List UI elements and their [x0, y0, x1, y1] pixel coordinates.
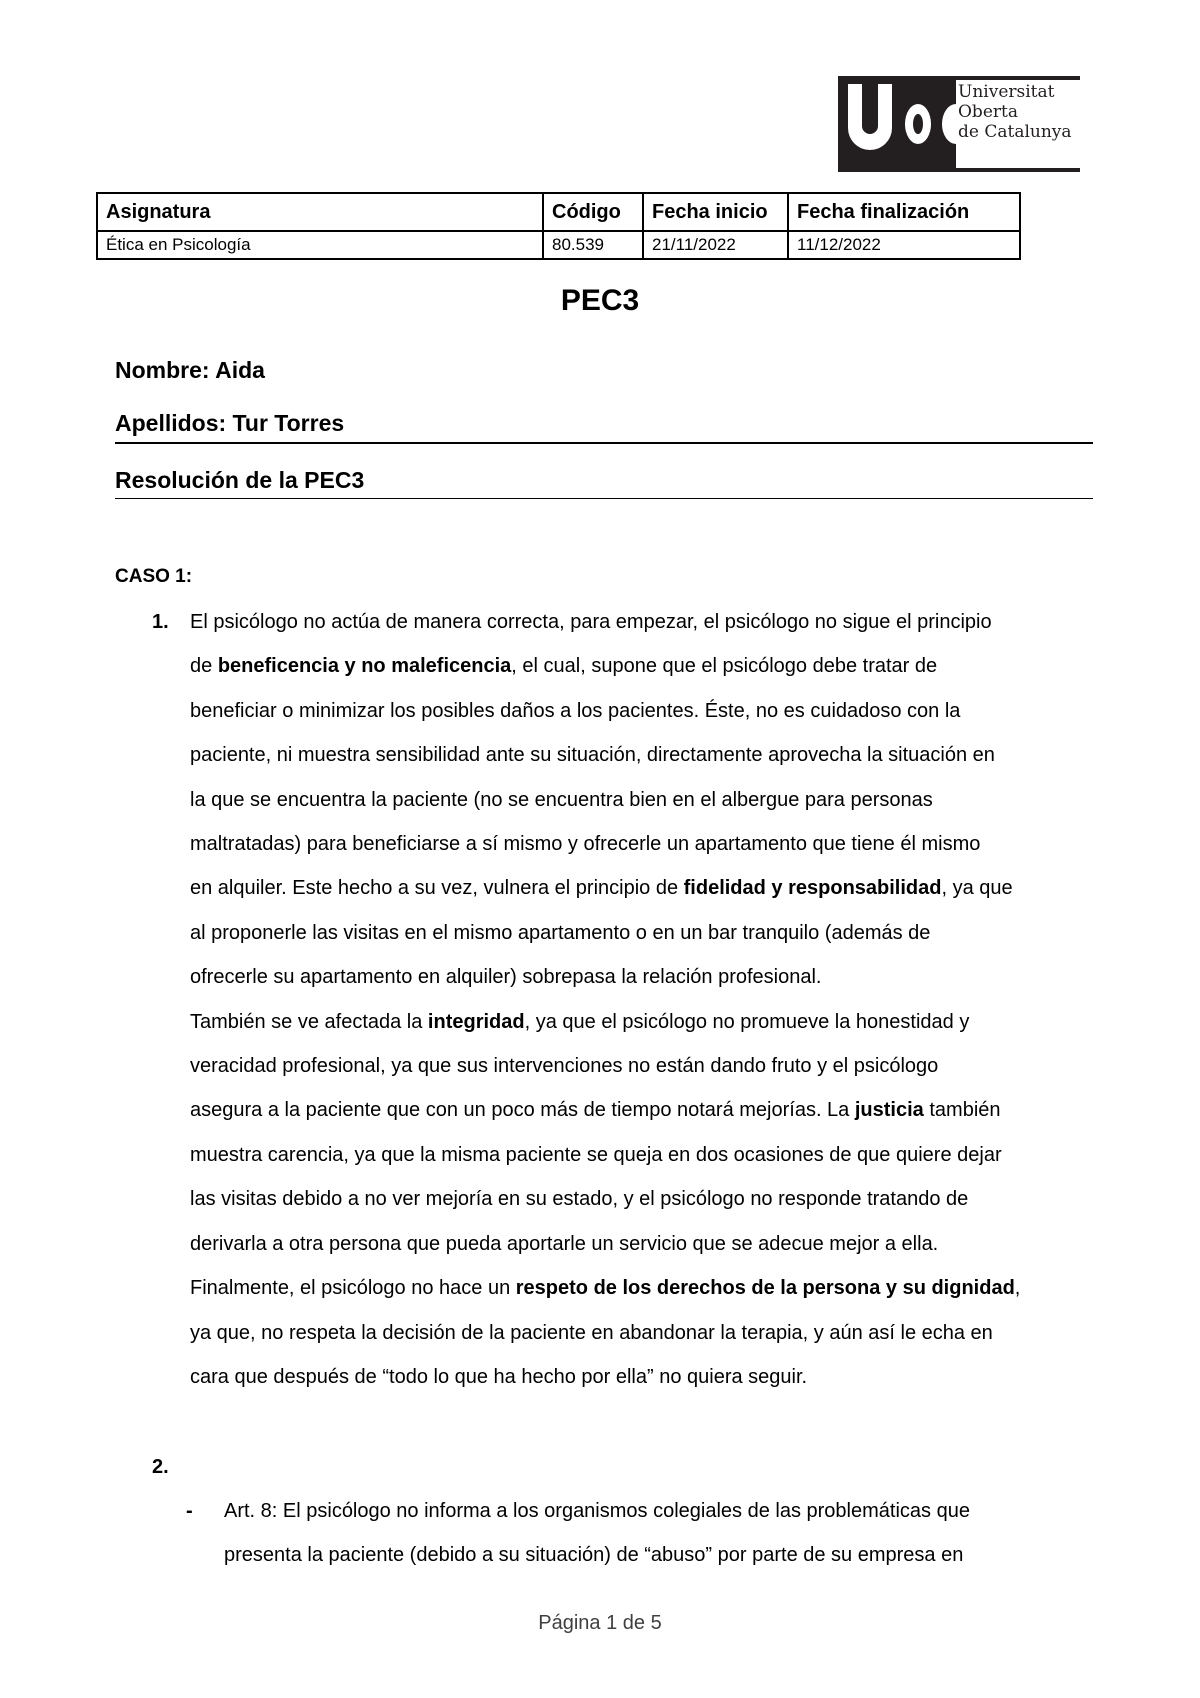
text-run: , ya que el psicólogo no promueve la honestidad y	[524, 1010, 970, 1033]
uoc-logo-mark	[838, 76, 956, 172]
cell-asignatura: Ética en Psicología	[97, 231, 543, 259]
header-codigo: Código	[543, 193, 643, 231]
text-run: , el cual, supone que el psicólogo debe tratar de	[511, 655, 938, 678]
resolucion-heading: Resolución de la PEC3	[115, 467, 365, 493]
text-line	[190, 822, 1090, 866]
text-line	[190, 1355, 1090, 1399]
text-run: veracidad profesional, ya que sus intervenciones no están dando fruto y el psicólogo	[190, 1055, 939, 1078]
item-2-number: 2.	[152, 1456, 169, 1478]
text-run: de	[190, 655, 218, 678]
text-run: ya que, no respeta la decisión de la paciente en abandonar la terapia, y aún así le echa en	[190, 1321, 993, 1344]
item-2-paragraph	[224, 1489, 1094, 1578]
bold-text: respeto de los derechos de la persona y su dignidad	[515, 1277, 1015, 1300]
text-line	[190, 733, 1090, 777]
header-asignatura: Asignatura	[97, 193, 543, 231]
text-line	[190, 1044, 1090, 1088]
case-title: CASO 1:	[115, 566, 193, 587]
page-footer: Página 1 de 5	[538, 1612, 662, 1634]
text-line	[224, 1533, 1094, 1577]
text-line	[190, 689, 1090, 733]
text-line	[190, 1266, 1090, 1310]
bold-text: beneficencia y no maleficencia	[217, 655, 512, 678]
text-run: en alquiler. Este hecho a su vez, vulnera el principio de	[190, 877, 684, 900]
item-1-paragraph	[190, 600, 1090, 1399]
text-run: paciente, ni muestra sensibilidad ante su situación, directamente aprovecha la situación en	[190, 744, 995, 767]
text-run: ofrecerle su apartamento en alquiler) sobrepasa la relación profesional.	[190, 966, 822, 989]
text-line	[190, 600, 1090, 644]
text-run: maltratadas) para beneficiarse a sí mismo y ofrecerle un apartamento que tiene él mismo	[190, 833, 981, 856]
header-fecha-inicio: Fecha inicio	[643, 193, 788, 231]
text-run: asegura a la paciente que con un poco más de tiempo notará mejorías. La	[190, 1099, 855, 1122]
text-line	[190, 1000, 1090, 1044]
text-line	[190, 644, 1090, 688]
text-line	[190, 866, 1090, 910]
text-line	[190, 1133, 1090, 1177]
table-row	[97, 231, 1020, 259]
item-2-bullet: -	[186, 1500, 193, 1522]
divider	[115, 498, 1093, 499]
text-line	[190, 955, 1090, 999]
text-run: derivarla a otra persona que pueda aportarle un servicio que se adecue mejor a ella.	[190, 1232, 939, 1255]
text-line	[190, 911, 1090, 955]
text-line	[190, 1222, 1090, 1266]
text-run: , ya que	[941, 877, 1013, 900]
cell-fecha-finalizacion: 11/12/2022	[788, 231, 1020, 259]
uoc-logo	[838, 76, 1090, 172]
cell-codigo: 80.539	[543, 231, 643, 259]
item-1-number: 1.	[152, 611, 169, 633]
text-line	[190, 778, 1090, 822]
text-run: beneficiar o minimizar los posibles daños a los pacientes. Éste, no es cuidadoso con la	[190, 699, 961, 722]
bold-text: integridad	[427, 1010, 525, 1033]
cell-fecha-inicio: 21/11/2022	[643, 231, 788, 259]
text-run: al proponerle las visitas en el mismo apartamento o en un bar tranquilo (además de	[190, 921, 931, 944]
text-run: muestra carencia, ya que la misma paciente se queja en dos ocasiones de que quiere dejar	[190, 1143, 1002, 1166]
text-line	[190, 1311, 1090, 1355]
text-run: Art. 8: El psicólogo no informa a los organismos colegiales de las problemáticas que	[224, 1500, 970, 1522]
course-info-table	[96, 192, 1021, 260]
text-line	[190, 1177, 1090, 1221]
text-run: Finalmente, el psicólogo no hace un	[190, 1277, 516, 1300]
text-run: la que se encuentra la paciente (no se encuentra bien en el albergue para personas	[190, 788, 933, 811]
nombre-field: Nombre: Aida	[115, 357, 265, 383]
header-fecha-finalizacion: Fecha finalización	[788, 193, 1020, 231]
bold-text: justicia	[854, 1099, 924, 1122]
bold-text: fidelidad y responsabilidad	[683, 877, 942, 900]
divider	[115, 442, 1093, 444]
text-run: El psicólogo no actúa de manera correcta, para empezar, el psicólogo no sigue el principio	[190, 611, 992, 633]
text-line	[190, 1088, 1090, 1132]
table-header-row	[97, 193, 1020, 231]
uoc-logo-text: Universitat Oberta de Catalunya	[958, 82, 1072, 142]
text-run: ,	[1014, 1277, 1021, 1300]
apellidos-field: Apellidos: Tur Torres	[115, 410, 345, 436]
page-title: PEC3	[560, 284, 640, 317]
text-run: cara que después de “todo lo que ha hecho por ella” no quiera seguir.	[190, 1365, 808, 1388]
text-line	[224, 1489, 1094, 1533]
text-run: también	[923, 1099, 1001, 1122]
text-run: También se ve afectada la	[190, 1010, 428, 1033]
text-run: las visitas debido a no ver mejoría en su estado, y el psicólogo no responde tratando de	[190, 1188, 969, 1211]
text-run: presenta la paciente (debido a su situación) de “abuso” por parte de su empresa en	[224, 1544, 964, 1567]
